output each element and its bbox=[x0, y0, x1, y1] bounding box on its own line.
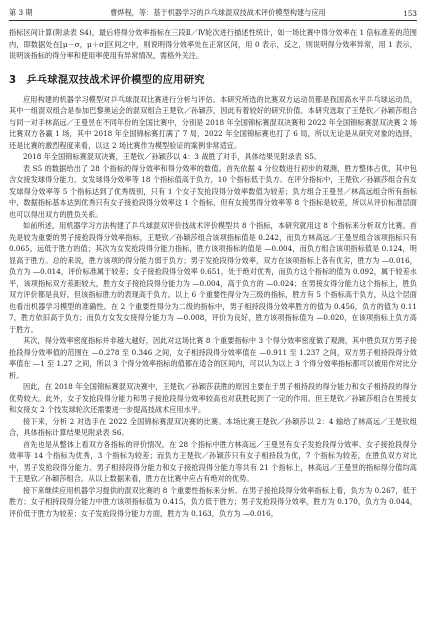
running-title: 曹烨程，等：基于机器学习的乒乓球混双技战术评价模型构建与应用 bbox=[110, 8, 326, 17]
page-body bbox=[9, 27, 417, 519]
paragraph: 2018 年全国锦标赛混双决赛，王楚钦／孙颖莎以 4：3 战胜了对手，具体结果见附录表 S5。 bbox=[23, 152, 322, 161]
paragraph: 如前所述，用机器学习方法构建了乒乓球混双评价技战术评价模型共 8 个指标，本研究就用这 8 个指标来分析双方比赛。首先是较为重要的男子接抢段得分效率指标，王楚钦／孙颖莎组合该项指标值是 0.242，而负方林高远／王曼昱组合该项指标只有 0.065，远低于胜方的值；其次为女发抢段得分能力指标，胜方该项指标的值是 —0.004，而负方组合该项指标值是 0.124，明显高于胜方。总的来说，胜方该项的得分能力弱于负方；男子发抢段得分效率，双方在该项指标上各有优劣，胜方为 —0.016，负方为 —0.014，评价标准属于较差；女子接抢段得分效率 0.651，处于绝对优秀，而负方这个指标的值为 0.092，属于较差水平，该项指标双方差距较大，胜方女子接抢段得分能力为 —0.004，高于负方的 —0.024；在男接女得分能力这个指标上，胜负双方评价都是良好，但该指标胜方的表现高于负方。以上 6 个重要性得分为三级的指标，胜方有 5 个指标高于负方，从这个层面也看出机器学习模型的准确性。在 2 个重要性得分为二级的指标中，男子相持段得分效率胜方的值为 0.456，负方的值为 0.117，胜方依旧高于负方；而负方女发女接得分能力为 —0.008，评价为良好，胜方该项指标值为 —0.020，在该项指标上负方高于胜方。 bbox=[9, 221, 417, 334]
issue-number: 第 3 期 bbox=[9, 8, 33, 17]
section-title: 乒乓球混双技战术评价模型的应用研究 bbox=[26, 74, 205, 86]
paragraph: 接下来继续应用机器学习提供的混双比赛的 8 个重要性指标来分析。在男子接抢段得分效率指标上看，负方为 0.267，低于胜方；女子相持段得分能力中胜方该项指标值为 0.415，负方低于胜方；男子发抢段得分效率，胜方为 0.170，负方为 0.044，评价低于胜方为较差；女子发抢段得分能力方面，胜方为 0.163，负方为 —0.016， bbox=[9, 485, 417, 518]
paragraph: 接下来，分析 2 对选手在 2022 全国锦标赛混双决赛的比赛。本场比赛王楚钦／孙颖莎以 2：4 输给了林高远／王楚钦组合，具体指标计算结果见附录表 S6。 bbox=[9, 416, 417, 437]
section-heading bbox=[9, 71, 417, 86]
section-number: 3 bbox=[9, 74, 17, 86]
paragraph: 应用构建的机器学习模型对乒乓球混双比赛进行分析与评估。本研究所选的比赛双方运动员都是我国高水平乒乓球运动员，其中一组混双组合是参加巴黎奥运会的混双组合王楚钦／孙颖莎，因此有着较好的研究价值。本研究选取了王楚钦／孙颖莎组合与同一对手林高远／王曼昱在不同年份的全国比赛中，分别是 2018 年全国锦标赛混双决赛和 2022 年全国锦标赛混双决赛 2 场比赛双方各赢 1 场，其中 2018 年全国锦标赛打满了 7 局，2022 年全国锦标赛也打了 6 局，所以无论是从研究对象的选择，还是比赛的激烈程度来看，以这 2 场比赛作为模型验证的案例非常适宜。 bbox=[9, 94, 417, 150]
paragraph: 表 S5 的数据给出了 28 个指标的得分效率和得分效率的数值。首先依据 4 分位数进行初步的观测，胜方整体占优，其中包含女接发球得分能力、女发球得分效率等 18 个指标值高于负方，10 个指标低于负方。在评分指标中，王楚钦／孙颖莎组合有女发球得分效率等 5 个指标达到了优秀级别，只有 1 个女子发抢段得分效率数值为较差；负方组合王曼昱／林高远组合所有指标中，数据指标基本达到优秀只有女子接抢段得分效率这 1 个指标，但有女接男得分效率等 8 个指标是较差，所以从评价标准层面也可以得出双方的胜负关系。 bbox=[9, 163, 417, 219]
paragraph: 其次，得分效率密度指标并非越大越好，因此对这场比赛 8 个重要指标中 3 个得分效率密度做了观测，其中胜负双方男子接抢段得分效率值的范围在 —0.278 至 0.346 之间，女子相持段得分效率值在 —0.911 至 1.237 之间，双方男子相持段得分效率值在 —1 至 1.27 之间，所以 3 个得分效率指标的值都在适合的区间内，可以认为以上 3 个得分效率指标都可以被用作对比分析。 bbox=[9, 336, 417, 380]
paragraph-continued: 指标区间计算(附录表 S4)，最后将得分效率指标在三段Ⅱ／Ⅳ轮次进行描述性统计，如一场比赛中得分效率在 1 倍标准差的范围内，即数据处在[μ－σ，μ＋σ]区间之中，则说明得分效率处在正常区间，用 0 表示，反之，则说明得分效率异常，用 1 表示，说明该指标的得分率和使用率使用有异常情况，需格外关注。 bbox=[9, 28, 417, 60]
paragraph: 因此，在 2018 年全国锦标赛混双决赛中，王楚钦／孙颖莎获胜的原因主要在于男子相持段的得分能力和女子相持段的得分优势较大。此外，女子发抢段得分能力和男子接抢段得分效率较高也对获胜起到了一定的作用。但王楚钦／孙颖莎组合在男接女和女接女 2 个技发球轮次还需要进一步提高技战术应用水平。 bbox=[9, 382, 417, 414]
paragraph: 首先也是从整体上看双方各指标的评价情况。在 28 个指标中胜方林高远／王曼昱有女子发抢段得分效率、女子接抢段得分效率等 14 个指标为优秀，3 个指标为较差；而负方王楚钦／孙颖莎只有女子相持段为优，7 个指标为较差，在胜负双方对比中，男子发抢段得分能力、男子相持段得分能力和女子接抢段得分能力等共有 21 个指标上，林高远／王曼昱的指标得分值均高于王楚钦／孙颖莎组合。从以上数据来看，胜方在比赛中应占有绝对的优势。 bbox=[9, 439, 417, 483]
running-header bbox=[9, 6, 417, 21]
page-number: 153 bbox=[403, 8, 417, 18]
